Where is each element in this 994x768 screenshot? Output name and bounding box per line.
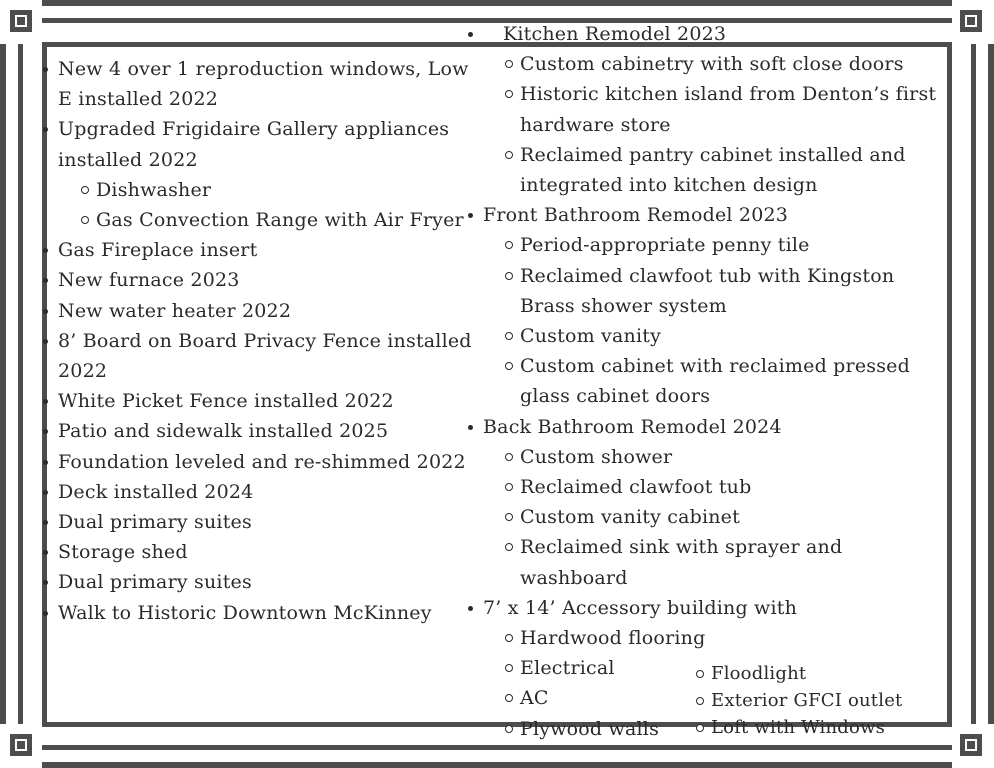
list-item [58,235,478,265]
list-item [58,114,478,174]
frame-bottom-rail [42,762,952,768]
list-item [58,265,478,295]
list-item-text: Period-appropriate penny tile [520,234,810,257]
frame-corner-top-right [950,0,994,44]
list-item-text: 8’ Board on Board Privacy Fence installed 2022 [58,329,472,383]
section-title: Back Bathroom Remodel 2024 [483,415,782,438]
list-item-text: Electrical [520,657,615,680]
sub-list-item [711,714,951,741]
list-item-text: Gas Convection Range with Air Fryer [96,209,464,232]
sub-list-item [520,261,953,321]
sub-list-item [520,230,953,260]
section-title: Kitchen Remodel 2023 [503,23,727,45]
section-title: Front Bathroom Remodel 2023 [483,204,789,227]
list-item-text: Custom shower [520,445,673,468]
frame-corner-top-left [0,0,44,44]
list-item-text: White Picket Fence installed 2022 [58,390,394,413]
list-item-text: Custom vanity cabinet [520,506,740,529]
sub-list-item [711,660,951,687]
list-item [58,416,478,446]
list-item [58,507,478,537]
list-item-text: Loft with Windows [711,717,886,738]
list-item-text: Upgraded Frigidaire Gallery appliances installed 2022 [58,118,450,171]
frame-top-rail [42,0,952,6]
list-item-text: Foundation leveled and re-shimmed 2022 [58,450,466,473]
list-item [58,296,478,326]
list-item-text: Historic kitchen island from Denton’s first hardware store [520,83,937,136]
sub-list-item [520,140,953,200]
left-feature-list [58,54,478,628]
list-item-text: New furnace 2023 [58,269,240,292]
frame-left-inner-rail [18,44,23,724]
list-item-text: Floodlight [711,663,807,684]
list-item [58,477,478,507]
list-item-text: Custom vanity [520,325,661,348]
frame-corner-bottom-right [950,724,994,768]
list-item-text: Reclaimed pantry cabinet installed and integrated into kitchen design [520,143,906,197]
list-item [58,537,478,567]
list-item-text: Hardwood flooring [520,627,706,650]
sub-list-item [520,472,953,502]
accessory-section-heading [483,593,953,623]
front-bath-section-heading [483,200,953,230]
frame-right-rail [988,44,994,724]
accessory-extra-list [711,660,951,741]
back-bath-section-heading [483,412,953,442]
list-item-text: Dual primary suites [58,571,252,594]
list-item [58,598,478,628]
kitchen-section-heading [483,19,953,49]
list-item [58,567,478,597]
list-item [58,326,478,386]
sub-list-item [520,442,953,472]
frame-inner-left-line [42,42,47,727]
section-title: 7’ x 14’ Accessory building with [483,596,798,619]
sub-list-item [520,623,953,653]
sub-list-item [520,49,953,79]
list-item-text: Plywood walls [520,717,660,740]
sub-list-item [96,205,478,235]
list-item-text: Reclaimed sink with sprayer and washboard [520,536,843,589]
list-item-text: Reclaimed clawfoot tub with Kingston Brass shower system [520,264,895,317]
list-item-text: AC [520,687,549,710]
sub-list-item [520,532,953,592]
list-item [58,447,478,477]
sub-list-item [520,351,953,411]
sub-list-item [520,79,953,139]
list-item [58,54,478,114]
frame-corner-bottom-left [0,724,44,768]
list-item-text: Walk to Historic Downtown McKinney [58,601,432,624]
sub-list-item [520,502,953,532]
list-item-text: Storage shed [58,541,188,564]
list-item-text: New water heater 2022 [58,299,292,322]
sub-list-item [711,687,951,714]
list-item-text: Deck installed 2024 [58,480,254,503]
sub-list-item [520,321,953,351]
sub-list-item [96,175,478,205]
list-item-text: Exterior GFCI outlet [711,690,903,711]
list-item [58,386,478,416]
list-item-text: Dual primary suites [58,511,252,534]
list-item-text: Custom cabinetry with soft close doors [520,53,904,76]
frame-left-rail [0,44,6,724]
right-remodel-list [483,19,953,744]
list-item-text: Patio and sidewalk installed 2025 [58,420,389,443]
list-item-text: Reclaimed clawfoot tub [520,476,752,499]
frame-bottom-inner-rail [42,745,952,750]
list-item-text: New 4 over 1 reproduction windows, Low E installed 2022 [58,58,469,111]
list-item-text: Custom cabinet with reclaimed pressed glass cabinet doors [520,355,910,408]
list-item-text: Gas Fireplace insert [58,239,258,262]
list-item-text: Dishwasher [96,178,212,201]
frame-right-inner-rail [971,44,976,724]
